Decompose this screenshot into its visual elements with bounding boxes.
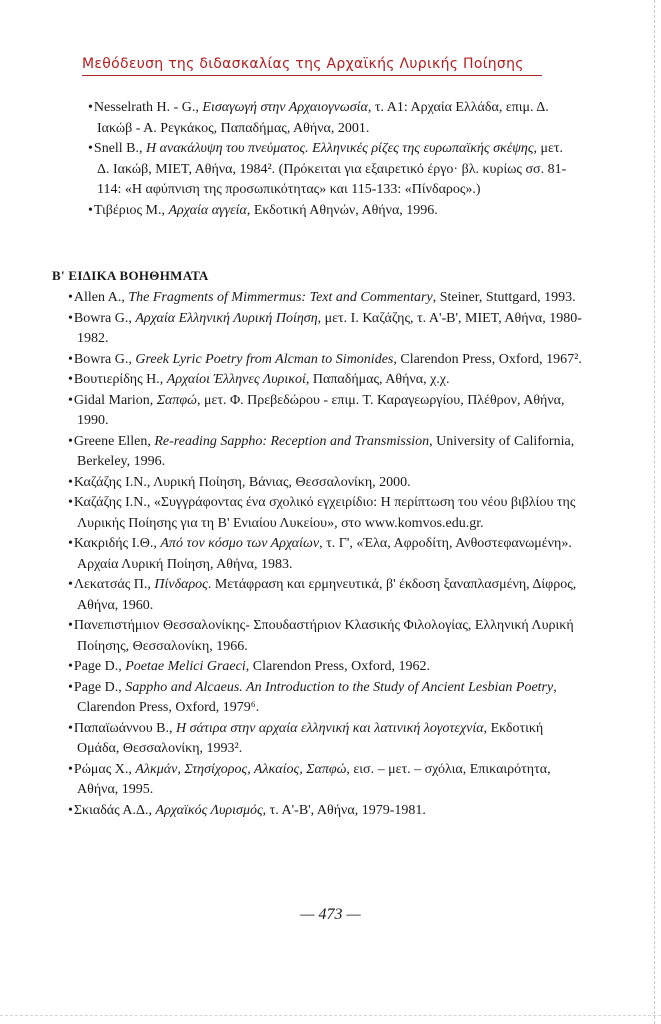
reference-it: Σαπφώ — [156, 392, 197, 408]
reference-entry — [68, 575, 582, 616]
reference-post: , μετ. Φ. Πρεβεδώρου - επιμ. Τ. Καραγεωργίου, Πλέθρον, Αθήνα, 1990. — [77, 392, 565, 428]
reference-post: . Μετάφραση και ερμηνευτικά, β' έκδοση ξαναπλασμένη, Δίφρος, Αθήνα, 1960. — [77, 577, 577, 613]
reference-pre: Παπαϊωάννου Β., — [73, 720, 177, 736]
reference-list-general — [88, 98, 573, 221]
reference-it: Sappho and Alcaeus. An Introduction to the Study of Ancient Lesbian Poetry — [125, 679, 554, 695]
reference-it: Εισαγωγή στην Αρχαιογνωσία — [202, 100, 368, 115]
reference-entry — [68, 657, 582, 678]
reference-entry — [68, 801, 582, 822]
reference-entry — [68, 350, 582, 371]
reference-entry — [68, 616, 582, 657]
reference-entry — [68, 288, 582, 309]
special-references-section — [52, 268, 582, 821]
page-edge-bottom — [0, 1015, 661, 1016]
reference-post: , εισ. – μετ. – σχόλια, Επικαιρότητα, Αθήνα, 1995. — [77, 761, 551, 797]
reference-post: , Παπαδήμας, Αθήνα, χ.χ. — [305, 372, 450, 387]
reference-entry — [68, 370, 582, 391]
reference-it: Πίνδαρος — [154, 577, 208, 592]
general-references-continued — [88, 98, 573, 221]
reference-it: Αρχαϊκός Λυρισμός — [155, 802, 263, 818]
reference-it: Αρχαία Ελληνική Λυρική Ποίηση — [135, 310, 318, 326]
reference-post: , Εκδοτική Αθηνών, Αθήνα, 1996. — [246, 202, 438, 218]
reference-entry — [88, 98, 573, 139]
reference-pre: Καζάζης Ι.Ν., «Συγγράφοντας ένα σχολικό εγχειρίδιο: Η περίπτωση του νέου βιβλίου της Λυρικής Ποίησης για τη Β' Ενιαίου Λυκείου», στο www.komvos.edu.gr. — [73, 495, 576, 531]
running-head: Μεθόδευση της διδασκαλίας της Αρχαϊκής Λυρικής Ποίησης — [82, 56, 524, 72]
page-number: — 473 — — [300, 906, 361, 923]
reference-entry — [88, 139, 573, 201]
reference-it: Η ανακάλυψη του πνεύματος. Ελληνικές ρίζες της ευρωπαϊκής σκέψης — [146, 141, 534, 156]
reference-it: The Fragments of Mimmermus: Text and Commentary — [128, 290, 433, 305]
reference-post: , τ. Α'-Β', Αθήνα, 1979-1981. — [262, 802, 426, 818]
reference-post: , Clarendon Press, Oxford, 1967². — [393, 351, 582, 367]
reference-it: Αρχαία αγγεία — [168, 202, 247, 218]
reference-pre: Ρώμας Χ., — [73, 761, 136, 777]
reference-list-special — [68, 288, 582, 821]
reference-pre: Snell B., — [93, 141, 147, 156]
reference-post: , τ. Γ', «Έλα, Αφροδίτη, Ανθοστεφανωμένη». Αρχαία Λυρική Ποίηση, Αθήνα, 1983. — [77, 536, 572, 572]
reference-entry — [68, 678, 582, 719]
reference-post: , University of California, Berkeley, 1996. — [77, 433, 575, 469]
reference-it: Poetae Melici Graeci — [125, 659, 246, 674]
reference-entry — [68, 719, 582, 760]
reference-it: Αρχαίοι Έλληνες Λυρικοί — [166, 372, 306, 387]
reference-post: , μετ. Δ. Ιακώβ, ΜΙΕΤ, Αθήνα, 1984². (Πρόκειται για εξαιρετικό έργο· βλ. κυρίως σσ. 81-114: «Η αφύπνιση της προσωπικότητας» και 115-133: «Πίνδαρος».) — [97, 141, 567, 197]
reference-pre: Καζάζης Ι.Ν., Λυρική Ποίηση, Βάνιας, Θεσσαλονίκη, 2000. — [73, 474, 411, 490]
reference-post: , τ. Α1: Αρχαία Ελλάδα, επιμ. Δ. Ιακώβ - Α. Ρεγκάκος, Παπαδήμας, Αθήνα, 2001. — [97, 100, 549, 136]
reference-post: , Steiner, Stuttgard, 1993. — [432, 290, 576, 305]
reference-entry — [68, 391, 582, 432]
reference-pre: Nesselrath H. - G., — [93, 100, 203, 115]
reference-entry — [68, 534, 582, 575]
reference-entry — [68, 309, 582, 350]
reference-pre: Greene Ellen, — [73, 433, 155, 449]
reference-pre: Κακριδής Ι.Θ., — [73, 536, 161, 551]
reference-pre: Bowra G., — [73, 310, 136, 326]
reference-pre: Τιβέριος Μ., — [93, 202, 169, 218]
reference-entry — [68, 432, 582, 473]
reference-entry — [68, 760, 582, 801]
reference-entry — [68, 473, 582, 494]
reference-pre: Βουτιερίδης Η., — [73, 372, 167, 387]
reference-pre: Σκιαδάς Α.Δ., — [73, 802, 156, 818]
reference-entry — [68, 493, 582, 534]
reference-post: , Clarendon Press, Oxford, 1979⁶. — [77, 679, 557, 715]
section-title: Β' ΕΙΔΙΚΑ ΒΟΗΘΗΜΑΤΑ — [52, 268, 209, 283]
reference-pre: Bowra G., — [73, 351, 136, 367]
reference-entry — [88, 201, 573, 222]
reference-pre: Allen A., — [73, 290, 129, 305]
reference-pre: Πανεπιστήμιον Θεσσαλονίκης- Σπουδαστήριον Κλασικής Φιλολογίας, Ελληνική Λυρική Ποίησης, Θεσσαλονίκη, 1966. — [73, 618, 574, 654]
reference-it: Η σάτιρα στην αρχαία ελληνική και λατινική λογοτεχνία — [176, 720, 484, 736]
reference-it: Από τον κόσμο των Αρχαίων — [160, 536, 320, 551]
reference-pre: Gidal Marion, — [73, 392, 157, 408]
reference-it: Αλκμάν, Στησίχορος, Αλκαίος, Σαπφώ — [135, 761, 347, 777]
reference-it: Greek Lyric Poetry from Alcman to Simonides — [135, 351, 394, 367]
reference-post: , Εκδοτική Ομάδα, Θεσσαλονίκη, 1993². — [77, 720, 544, 756]
reference-post: , μετ. Ι. Καζάζης, τ. Α'-Β', ΜΙΕΤ, Αθήνα, 1980-1982. — [77, 310, 582, 346]
reference-it: Re-reading Sappho: Reception and Transmission — [154, 433, 430, 449]
reference-post: , Clarendon Press, Oxford, 1962. — [245, 659, 431, 674]
reference-pre: Λεκατσάς Π., — [73, 577, 155, 592]
reference-pre: Page D., — [73, 659, 126, 674]
reference-pre: Page D., — [73, 679, 126, 695]
page-edge-right — [654, 0, 655, 1024]
running-head-rule — [82, 75, 542, 76]
